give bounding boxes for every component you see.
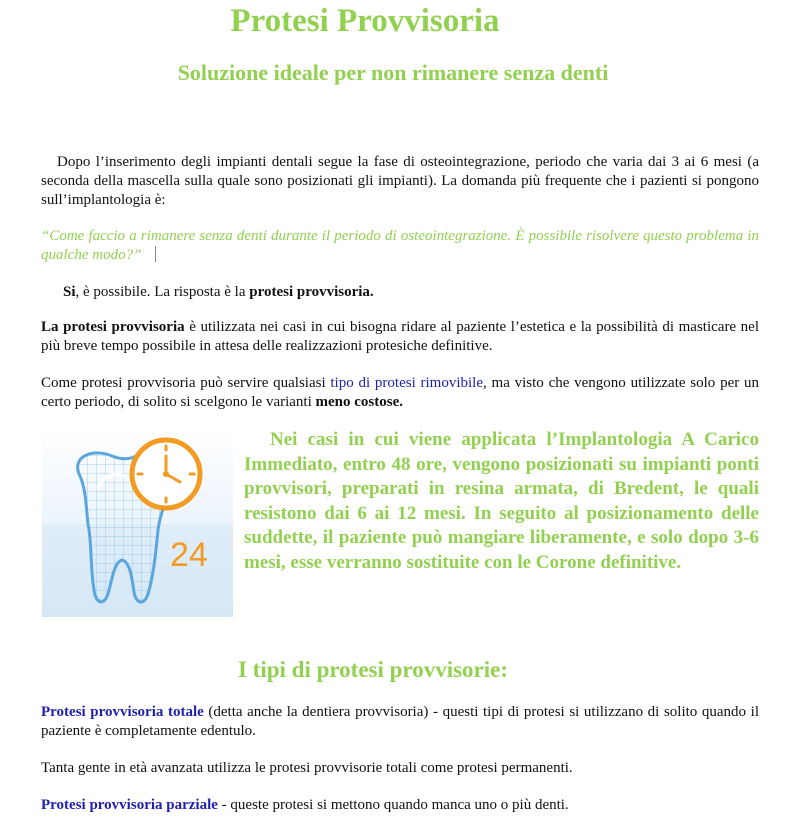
total-prosthesis-paragraph — [41, 703, 759, 741]
total-prosthesis-link[interactable]: Protesi provvisoria totale — [41, 704, 204, 720]
elderly-paragraph — [41, 759, 759, 778]
total-prosthesis-text: (detta anche la dentiera provvisoria) - questi tipi di protesi si utilizzano di solito quando il paziente è completamente edentulo. — [41, 704, 759, 739]
partial-prosthesis-text: - queste protesi si mettono quando manca uno o più denti. — [217, 797, 569, 813]
feature-paragraph — [244, 428, 759, 575]
tooth-clock-image — [42, 428, 233, 617]
types-heading: I tipi di protesi provvisorie: — [237, 657, 509, 682]
removable-prosthesis-link[interactable]: tipo di protesi rimovibile — [330, 375, 484, 391]
usage-rest: è utilizzata nei casi in cui bisogna ridare al paziente l’estetica e la possibilità di masticare nel più breve tempo possibile in attesa delle realizzazioni protesiche definitive. — [41, 319, 760, 354]
answer-bold: protesi provvisoria. — [249, 284, 374, 300]
text-cursor — [155, 246, 156, 262]
page-subtitle: Soluzione ideale per non rimanere senza denti — [177, 60, 609, 85]
usage-paragraph — [41, 318, 759, 356]
removable-middle: , ma visto che vengono utilizzate solo per un certo periodo, di solito si scelgono le varianti — [41, 375, 759, 410]
feature-text: Nei casi in cui viene applicata l’Implantologia A Carico Immediato, entro 48 ore, vengono posizionati su impianti ponti provvisori, preparati in resina armata, di Bredent, le quali resistono dai 6 ai 12 mesi. In seguito al posizionamento delle suddette, il paziente può mangiare liberamente, e solo dopo 3-6 mesi, esse verranno sostituite con le Corone definitive. — [244, 429, 759, 573]
elderly-text: Tanta gente in età avanzata utilizza le protesi provvisorie totali come protesi permanenti. — [41, 760, 573, 776]
answer-middle: , è possibile. La risposta è la — [75, 284, 250, 300]
quote-text: “Come faccio a rimanere senza denti durante il periodo di osteointegrazione. È possibile risolvere questo problema in qualche modo?” — [41, 228, 759, 263]
intro-text: Dopo l’inserimento degli impianti dentali segue la fase di osteointegrazione, periodo che varia dai 3 ai 6 mesi (a seconda della mascella sulla quale sono posizionati gli impianti). La domanda più frequente che i pazienti si pongono sull’implantologia è: — [41, 154, 759, 208]
removable-start: Come protesi provvisoria può servire qualsiasi — [41, 375, 331, 391]
answer-paragraph — [41, 283, 759, 302]
removable-paragraph — [41, 374, 759, 412]
page-title: Protesi Provvisoria — [230, 3, 500, 39]
quote-paragraph — [41, 227, 759, 265]
intro-paragraph — [41, 153, 759, 210]
removable-bold: meno costose. — [315, 394, 404, 410]
clock-number-label: 24 — [170, 536, 208, 574]
answer-si: Si — [63, 284, 76, 300]
tooth-clock-icon — [42, 428, 233, 617]
partial-prosthesis-link[interactable]: Protesi provvisoria parziale — [41, 797, 218, 813]
partial-prosthesis-paragraph — [41, 796, 759, 815]
usage-bold: La protesi provvisoria — [41, 319, 185, 335]
